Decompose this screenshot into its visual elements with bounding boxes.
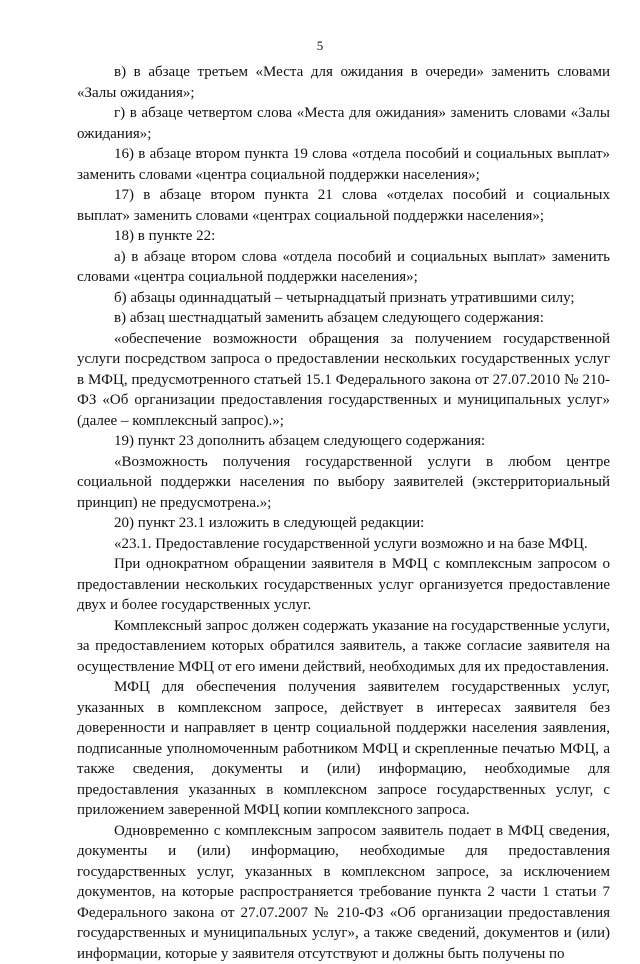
paragraph-item-17: 17) в абзаце втором пункта 21 слова «отделах пособий и социальных выплат» заменить словами «центрах социальной поддержки населения»; — [77, 185, 610, 226]
paragraph-item-16: 16) в абзаце втором пункта 19 слова «отдела пособий и социальных выплат» заменить словами «центра социальной поддержки населения»; — [77, 144, 610, 185]
document-body — [77, 62, 610, 964]
page-number: 5 — [0, 38, 640, 54]
paragraph-mfc-actions: МФЦ для обеспечения получения заявителем государственных услуг, указанных в комплексном запросе, действует в интересах заявителя без доверенности и направляет в центр социальной поддержки населения заявления, подписанные уполномоченным работником МФЦ и скрепленные печатью МФЦ, а также сведения, документы и (или) информацию, необходимые для предоставления указанных в комплексном запросе государственных услуг, с приложением заверенной МФЦ копии комплексного запроса. — [77, 677, 610, 821]
paragraph-request-content: Комплексный запрос должен содержать указание на государственные услуги, за предоставлением которых обратился заявитель, а также согласие заявителя на осуществление МФЦ от его имени действий, необходимых для их предоставления. — [77, 616, 610, 678]
paragraph-item-18: 18) в пункте 22: — [77, 226, 610, 247]
paragraph-documents: Одновременно с комплексным запросом заявитель подает в МФЦ сведения, документы и (или) информацию, необходимые для предоставления государственных услуг, указанных в комплексном запросе, за исключением документов, на которые распространяется требование пункта 2 части 1 статьи 7 Федерального закона от 27.07.2007 № 210-ФЗ «Об организации предоставления государственных и муниципальных услуг», а также сведений, документов и (или) информации, которые у заявителя отсутствуют и должны быть получены по — [77, 821, 610, 964]
paragraph-amend-3g: г) в абзаце четвертом слова «Места для ожидания» заменить словами «Залы ожидания»; — [77, 103, 610, 144]
paragraph-single-request: При однократном обращении заявителя в МФЦ с комплексным запросом о предоставлении нескольких государственных услуг организуется предоставление двух и более государственных услуг. — [77, 554, 610, 616]
paragraph-item-18v: в) абзац шестнадцатый заменить абзацем следующего содержания: — [77, 308, 610, 329]
paragraph-item-18a: а) в абзаце втором слова «отдела пособий и социальных выплат» заменить словами «центра социальной поддержки населения»; — [77, 247, 610, 288]
paragraph-amend-3v: в) в абзаце третьем «Места для ожидания в очереди» заменить словами «Залы ожидания»; — [77, 62, 610, 103]
paragraph-item-19: 19) пункт 23 дополнить абзацем следующего содержания: — [77, 431, 610, 452]
paragraph-item-18b: б) абзацы одиннадцатый – четырнадцатый признать утратившими силу; — [77, 288, 610, 309]
paragraph-item-20: 20) пункт 23.1 изложить в следующей редакции: — [77, 513, 610, 534]
paragraph-extraterritorial: «Возможность получения государственной услуги в любом центре социальной поддержки населения по выбору заявителей (экстерриториальный принцип) не предусмотрена.»; — [77, 452, 610, 514]
paragraph-complex-request: «обеспечение возможности обращения за получением государственной услуги посредством запроса о предоставлении нескольких государственных услуг в МФЦ, предусмотренного статьей 15.1 Федерального закона от 27.07.2010 № 210-ФЗ «Об организации предоставления государственных и муниципальных услуг» (далее – комплексный запрос).»; — [77, 329, 610, 432]
paragraph-23-1: «23.1. Предоставление государственной услуги возможно и на базе МФЦ. — [77, 534, 610, 555]
